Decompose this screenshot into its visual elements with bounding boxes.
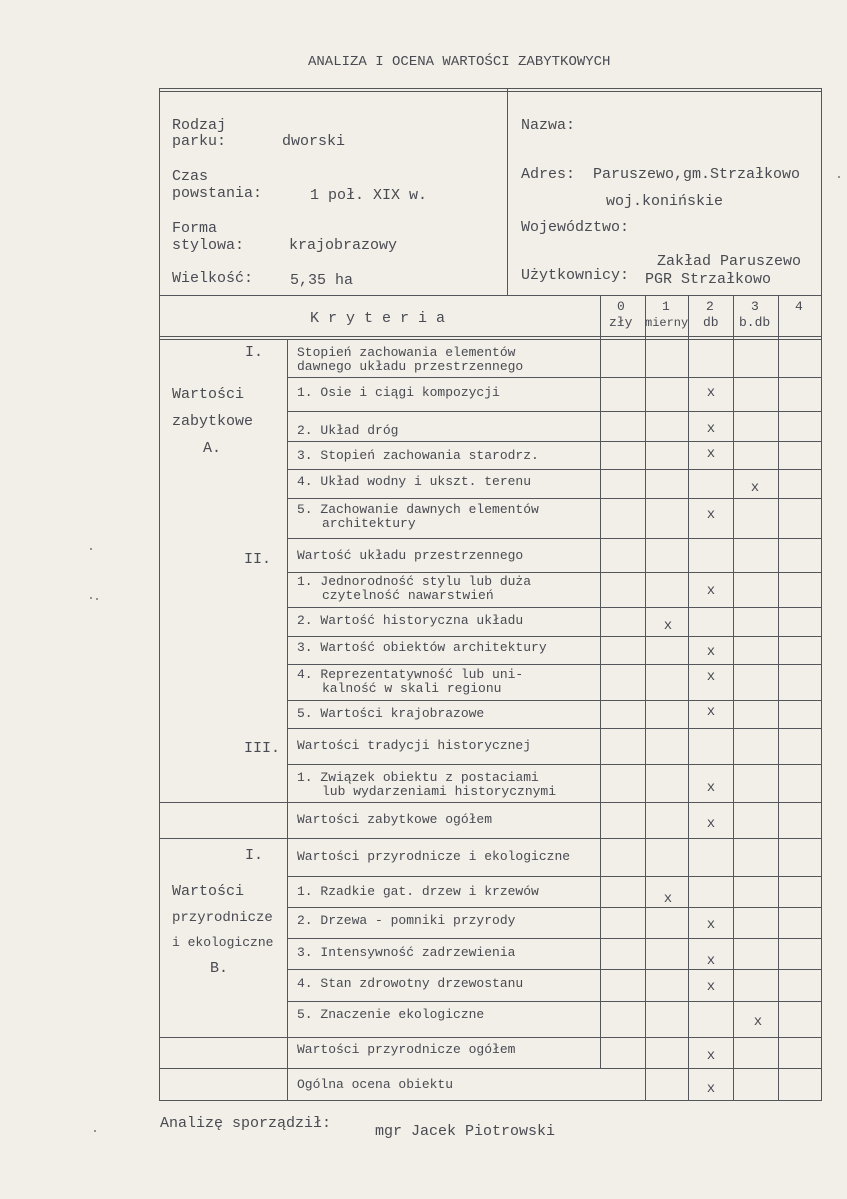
table-row: 3. Stopień zachowania starodrz. <box>297 448 539 463</box>
adres-value: Paruszewo,gm.Strzałkowo <box>593 166 801 183</box>
col4-number: 4 <box>795 299 803 314</box>
overall-mark: x <box>706 1081 716 1097</box>
group2-title: Wartość układu przestrzennego <box>297 548 524 563</box>
total-b-label: Wartości przyrodnicze ogółem <box>297 1042 516 1057</box>
section-a-label: Wartości <box>172 386 245 403</box>
row-mark: x <box>663 618 673 634</box>
section-b-label-3: i ekologiczne <box>172 935 274 950</box>
table-row: 4. Reprezentatywność lub uni- <box>297 667 524 682</box>
total-a-mark: x <box>706 816 716 832</box>
table-row: 1. Rzadkie gat. drzew i krzewów <box>297 884 539 899</box>
document-title: ANALIZA I OCENA WARTOŚCI ZABYTKOWYCH <box>308 54 611 70</box>
table-row: 4. Układ wodny i ukszt. terenu <box>297 474 532 489</box>
adres-value-2: woj.konińskie <box>606 193 724 210</box>
group1-title: Stopień zachowania elementów <box>297 345 516 360</box>
table-row: 1. Jednorodność stylu lub duża <box>297 574 532 589</box>
table-row-line-2: kalność w skali regionu <box>322 681 502 696</box>
row-mark: x <box>706 917 716 933</box>
table-row: 3. Wartość obiektów architektury <box>297 640 547 655</box>
footer-value: mgr Jacek Piotrowski <box>375 1123 556 1140</box>
czas-label: Czas <box>172 168 209 185</box>
col0-label: zły <box>609 315 633 330</box>
table-row-line-2: lub wydarzeniami historycznymi <box>322 784 557 799</box>
section-a-label-2: zabytkowe <box>172 413 254 430</box>
criteria-label: K r y t e r i a <box>310 310 446 327</box>
speck <box>96 598 98 600</box>
col2-label: db <box>703 315 719 330</box>
row-mark: x <box>706 953 716 969</box>
uzytkownicy-label: Użytkownicy: <box>521 267 630 284</box>
row-mark: x <box>663 891 673 907</box>
table-row-line-2: czytelność nawarstwień <box>322 588 494 603</box>
czas-value: 1 poł. XIX w. <box>310 187 428 204</box>
total-b-mark: x <box>706 1048 716 1064</box>
czas-label-2: powstania: <box>172 185 263 202</box>
section-a-roman-1: I. <box>245 344 264 361</box>
row-mark: x <box>706 507 716 523</box>
wielkosc-label: Wielkość: <box>172 270 254 287</box>
row-mark: x <box>706 644 716 660</box>
total-a-label: Wartości zabytkowe ogółem <box>297 812 493 827</box>
adres-label: Adres: <box>521 166 576 183</box>
row-mark: x <box>706 979 716 995</box>
section-b-label-2: przyrodnicze <box>172 910 273 926</box>
table-row: 3. Intensywność zadrzewienia <box>297 945 516 960</box>
group1-title-2: dawnego układu przestrzennego <box>297 359 524 374</box>
wojewodztwo-label: Województwo: <box>521 219 630 236</box>
row-mark: x <box>706 583 716 599</box>
table-row: 5. Znaczenie ekologiczne <box>297 1007 485 1022</box>
row-mark: x <box>706 421 716 437</box>
row-mark: x <box>706 704 716 720</box>
forma-label-2: stylowa: <box>172 237 245 254</box>
col3-label: b.db <box>739 315 771 330</box>
row-mark: x <box>706 669 716 685</box>
speck <box>94 1130 96 1132</box>
section-b-group-title: Wartości przyrodnicze i ekologiczne <box>297 849 571 864</box>
table-row: 1. Związek obiektu z postaciami <box>297 770 539 785</box>
row-mark: x <box>753 1014 763 1030</box>
section-b-label-4: B. <box>210 960 229 977</box>
forma-label: Forma <box>172 220 218 237</box>
forma-value: krajobrazowy <box>289 237 398 254</box>
table-row: 5. Wartości krajobrazowe <box>297 706 485 721</box>
col1-label: mierny <box>645 316 689 330</box>
group3-title: Wartości tradycji historycznej <box>297 738 532 753</box>
uzytkownicy-value-2: PGR Strzałkowo <box>645 271 772 288</box>
section-b-roman-1: I. <box>245 847 264 864</box>
section-b-label: Wartości <box>172 883 245 900</box>
speck <box>838 176 840 178</box>
nazwa-label: Nazwa: <box>521 117 576 134</box>
table-row-line-2: architektury <box>322 516 416 531</box>
table-row: 2. Wartość historyczna układu <box>297 613 524 628</box>
row-mark: x <box>706 446 716 462</box>
table-row: 4. Stan zdrowotny drzewostanu <box>297 976 524 991</box>
col1-number: 1 <box>662 299 670 314</box>
rodzaj-label-2: parku: <box>172 133 227 150</box>
section-a-roman-3: III. <box>244 740 281 757</box>
col2-number: 2 <box>706 299 714 314</box>
table-row: 5. Zachowanie dawnych elementów <box>297 502 539 517</box>
table-row: 2. Układ dróg <box>297 423 399 438</box>
footer-label: Analizę sporządził: <box>160 1115 332 1132</box>
row-mark: x <box>706 385 716 401</box>
speck <box>90 548 92 550</box>
row-mark: x <box>706 780 716 796</box>
col0-number: 0 <box>617 299 625 314</box>
table-row: 1. Osie i ciągi kompozycji <box>297 385 500 400</box>
row-mark: x <box>750 480 760 496</box>
wielkosc-value: 5,35 ha <box>290 272 354 289</box>
section-a-label-3: A. <box>203 440 222 457</box>
section-a-roman-2: II. <box>244 551 272 568</box>
speck <box>90 597 92 599</box>
col3-number: 3 <box>751 299 759 314</box>
uzytkownicy-value: Zakład Paruszewo <box>657 253 802 270</box>
table-row: 2. Drzewa - pomniki przyrody <box>297 913 516 928</box>
rodzaj-label: Rodzaj <box>172 117 227 134</box>
rodzaj-value: dworski <box>282 133 346 150</box>
overall-label: Ogólna ocena obiektu <box>297 1077 454 1092</box>
